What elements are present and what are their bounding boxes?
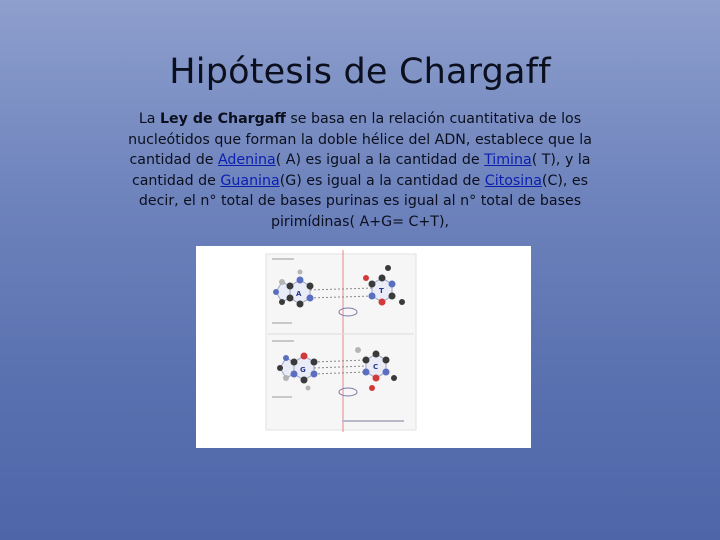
atom <box>301 377 308 384</box>
base-label-t: T <box>379 287 384 295</box>
atom <box>307 283 314 290</box>
atom <box>298 270 303 275</box>
atom <box>291 371 298 378</box>
atom <box>283 355 289 361</box>
base-label-g: G <box>300 366 306 374</box>
atom <box>363 357 370 364</box>
atom <box>287 283 294 290</box>
atom <box>297 301 304 308</box>
atom <box>287 295 294 302</box>
atom <box>355 347 361 353</box>
atom <box>363 275 369 281</box>
atom <box>273 289 279 295</box>
body-part-2: ( A) es igual a la cantidad de <box>275 152 485 168</box>
adenina-link[interactable]: Adenina <box>217 152 276 168</box>
atom <box>379 299 386 306</box>
body-part-1: se basa en la relación cuantitativa de los nucleótidos que forman la doble hélice del ADN, establece que la cantidad de <box>128 111 592 168</box>
atom <box>369 293 376 300</box>
atom <box>311 371 318 378</box>
slide-body-text <box>110 109 610 232</box>
figure-fine-print <box>272 322 292 324</box>
chargaff-law-term: Ley de Chargaff <box>160 111 286 127</box>
timina-link[interactable]: Timina <box>484 152 532 168</box>
atom <box>363 369 370 376</box>
atom <box>297 277 304 284</box>
base-pair-figure <box>196 246 531 448</box>
base-label-c: C <box>373 363 379 371</box>
atom <box>383 357 390 364</box>
body-intro: La <box>138 111 160 127</box>
atom <box>311 359 318 366</box>
atom <box>369 385 375 391</box>
atom <box>389 281 396 288</box>
body-part-4: (G) es igual a la cantidad de <box>279 172 485 189</box>
atom <box>277 365 283 371</box>
base-label-a: A <box>296 290 302 298</box>
atom <box>279 279 285 285</box>
atom <box>369 281 376 288</box>
figure-fine-print <box>272 396 292 398</box>
atom <box>301 353 308 360</box>
atom <box>373 375 380 382</box>
atom <box>385 265 391 271</box>
atom <box>291 359 298 366</box>
guanina-link[interactable]: Guanina <box>220 172 280 189</box>
atom <box>383 369 390 376</box>
figure-fine-print <box>272 258 294 260</box>
atom <box>307 295 314 302</box>
figure-fine-print <box>272 340 294 342</box>
atom <box>373 351 380 358</box>
atom <box>379 275 386 282</box>
body-part-3: ( T), y la cantidad de <box>131 152 591 189</box>
body-part-5: (C), es decir, el n° total de bases purinas es igual al n° total de bases pirimídinas( A+G= C+T), <box>138 172 589 230</box>
base-pair-diagram <box>196 246 531 448</box>
citosina-link[interactable]: Citosina <box>484 172 542 189</box>
figure-fine-print <box>342 420 404 422</box>
atom <box>399 299 405 305</box>
slide-title: Hipótesis de Chargaff <box>169 52 551 92</box>
atom <box>389 293 396 300</box>
atom <box>306 386 311 391</box>
atom <box>279 299 285 305</box>
atom <box>391 375 397 381</box>
atom <box>283 375 289 381</box>
